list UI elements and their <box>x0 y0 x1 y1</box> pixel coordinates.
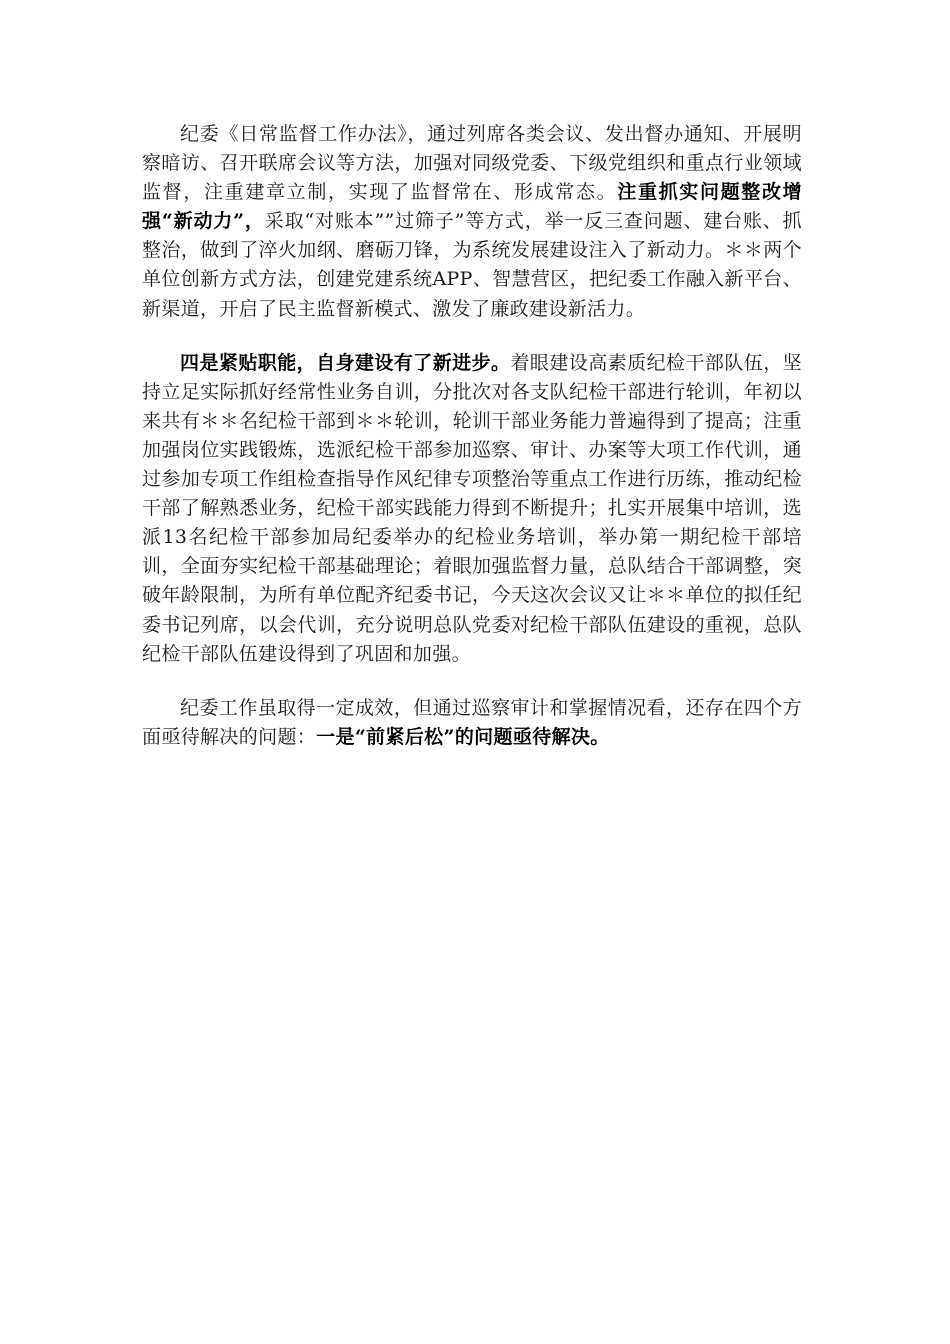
paragraph-self-building <box>142 349 802 669</box>
paragraph-text: 采取“对账本””过筛子”等方式，举一反三查问题、建台账、抓整治，做到了淬火加纲、磨砺刀锋，为系统发展建设注入了新动力。＊＊两个单位创新方式方法，创建党建系统APP、智慧营区，把纪委工作融入新平台、新渠道，开启了民主监督新模式、激发了廉政建设新活力。 <box>142 210 802 320</box>
paragraph-problems <box>142 694 802 752</box>
paragraph-bold-heading: 四是紧贴职能，自身建设有了新进步。 <box>180 351 511 374</box>
paragraph-bold-heading: 注重抓实问题整改增强“新动力”， <box>142 181 802 233</box>
document-body <box>142 120 802 777</box>
paragraph-bold-heading: 一是“前紧后松”的问题亟待解决。 <box>316 725 610 748</box>
paragraph-text: 着眼建设高素质纪检干部队伍，坚持立足实际抓好经常性业务自训，分批次对各支队纪检干部进行轮训，年初以来共有＊＊名纪检干部到＊＊轮训，轮训干部业务能力普遍得到了提高；注重加强岗位实践锻炼，选派纪检干部参加巡察、审计、办案等大项工作代训，通过参加专项工作组检查指导作风纪律专项整治等重点工作进行历练，推动纪检干部了解熟悉业务，纪检干部实践能力得到不断提升；扎实开展集中培训，选派13名纪检干部参加局纪委举办的纪检业务培训，举办第一期纪检干部培训，全面夯实纪检干部基础理论；着眼加强监督力量，总队结合干部调整，突破年龄限制，为所有单位配齐纪委书记，今天这次会议又让＊＊单位的拟任纪委书记列席，以会代训，充分说明总队党委对纪检干部队伍建设的重视，总队纪检干部队伍建设得到了巩固和加强。 <box>142 351 802 665</box>
paragraph-text: 纪委《日常监督工作办法》，通过列席各类会议、发出督办通知、开展明察暗访、召开联席会议等方法，加强对同级党委、下级党组织和重点行业领域监督，注重建章立制，实现了监督常在、形成常态。 <box>142 123 802 204</box>
paragraph-supervision <box>142 120 802 324</box>
paragraph-text: 纪委工作虽取得一定成效，但通过巡察审计和掌握情况看，还存在四个方面亟待解决的问题： <box>142 696 802 748</box>
